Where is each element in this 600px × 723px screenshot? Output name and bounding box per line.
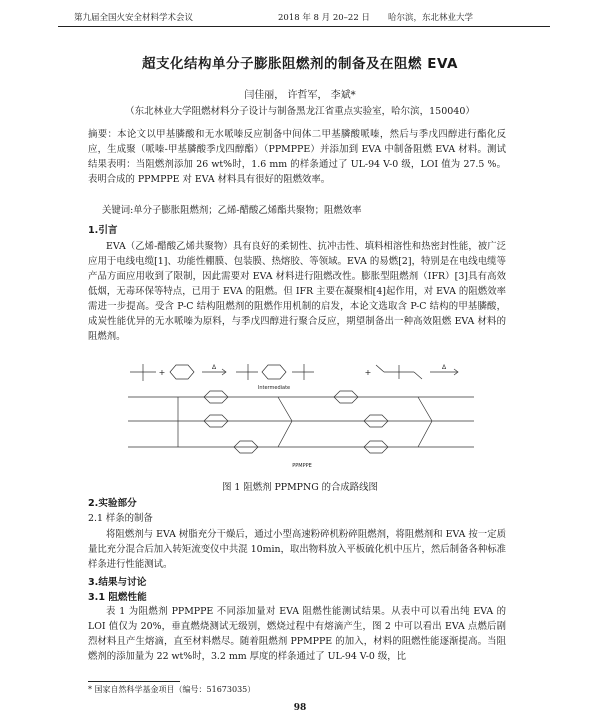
page-number: 98 [293,703,307,713]
keywords: 关键词:单分子膨胀阻燃剂；乙烯-醋酸乙烯酯共聚物；阻燃效率 [102,205,362,216]
synthesis-scheme-figure [118,363,486,475]
section-3-1-heading: 3.1 阻燃性能 [88,592,147,603]
section-2-text: 将阻燃剂与 EVA 树脂充分干燥后，通过小型高速粉碎机粉碎阻燃剂，将阻燃剂和 EVA 按一定质量比充分混合后加入转矩流变仪中共混 10min，取出物料放入平板硫化机中压片，然后制备各种标准样条进行性能测试。 [88,529,506,570]
footnote: * 国家自然科学基金项目（编号：51673035） [88,685,256,694]
figure-caption: 图 1 阻燃剂 PPMPNG 的合成路线图 [222,482,378,493]
abstract: 摘要：本论文以甲基膦酸和无水哌嗪反应制备中间体二甲基膦酸哌嗪，然后与季戊四醇进行酯化反应，生成聚（哌嗪-甲基膦酸季戊四醇酯）（PPMPPE）并添加到 EVA 中制备阻燃 EVA 材料。测试结果表明：当阻燃剂添加 26 wt%时，1.6 mm 的样条通过了 UL-94 V-0 级，LOI 值为 27.5 %。表明合成的 PPMPPE 对 EVA 材料具有很好的阻燃效率。 [88,129,506,185]
intermediate-label: Intermediate [257,385,291,391]
header-conference: 第九届全国火安全材料学术会议 [74,13,194,23]
section-1-heading: 1.引言 [88,225,118,236]
footnote-rule [88,681,180,682]
plus-sign: + [158,368,166,377]
heat-symbol: Δ [211,364,217,371]
product-label: PPMPPE [292,463,312,469]
section-2-heading: 2.实验部分 [88,498,137,509]
running-header [58,10,550,27]
intermediate-ring [262,365,286,379]
section-1-text: EVA（乙烯-醋酸乙烯共聚物）具有良好的柔韧性、抗冲击性、填料相溶性和热密封性能，被广泛应用于电线电缆[1]、功能性棚膜、包装膜、热熔胶、等领域。EVA 的易燃[2]，特别是在电线电缆等产品方面应用收到了限制，因此需要对 EVA 材料进行阻燃改性。膨胀型阻燃剂（IFR）[3]具有高效低烟，无毒环保等特点，已用于 EVA 的阻燃。但 IFR 主要在凝聚相[4]起作用，对 EVA 的阻燃效率需进一步提高。受含 P-C 结构阻燃剂的阻燃作用机制的启发，本论文选取含 P-C 结构的甲基膦酸，成炭性能优异的无水哌嗪为原料，与季戊四醇进行聚合反应，期望制备出一种高效阻燃 EVA 材料的阻燃剂。 [88,241,506,342]
heat-symbol-2: Δ [441,364,447,371]
plus-sign-2: + [364,368,372,377]
section-2-1-heading: 2.1 样条的制备 [88,513,153,524]
section-3-heading: 3.结果与讨论 [88,577,147,588]
section-3-text: 表 1 为阻燃剂 PPMPPE 不同添加量对 EVA 阻燃性能测试结果。从表中可以看出纯 EVA 的 LOI 值仅为 20%，垂直燃烧测试无级别，燃烧过程中有熔滴产生，图 2 中可以看出 EVA 点燃后剧烈材料且产生熔滴，直至材料燃尽。随着阻燃剂 PPMPPE 的加入，材料的阻燃性能逐渐提高。当阻燃剂的添加量为 22 wt%时，3.2 mm 厚度的样条通过了 UL-94 V-0 级，比 [88,606,506,662]
affiliation: （东北林业大学阻燃材料分子设计与制备黑龙江省重点实验室，哈尔滨，150040） [125,106,475,117]
author-list: 闫佳丽， 许哲军， 李斌* [244,90,356,101]
paper-title: 超支化结构单分子膨胀阻燃剂的制备及在阻燃 EVA [142,56,458,72]
header-place: 哈尔滨，东北林业大学 [388,13,474,23]
header-date: 2018 年 8 月 20–22 日 [278,13,370,23]
piperazine-ring [170,365,194,379]
